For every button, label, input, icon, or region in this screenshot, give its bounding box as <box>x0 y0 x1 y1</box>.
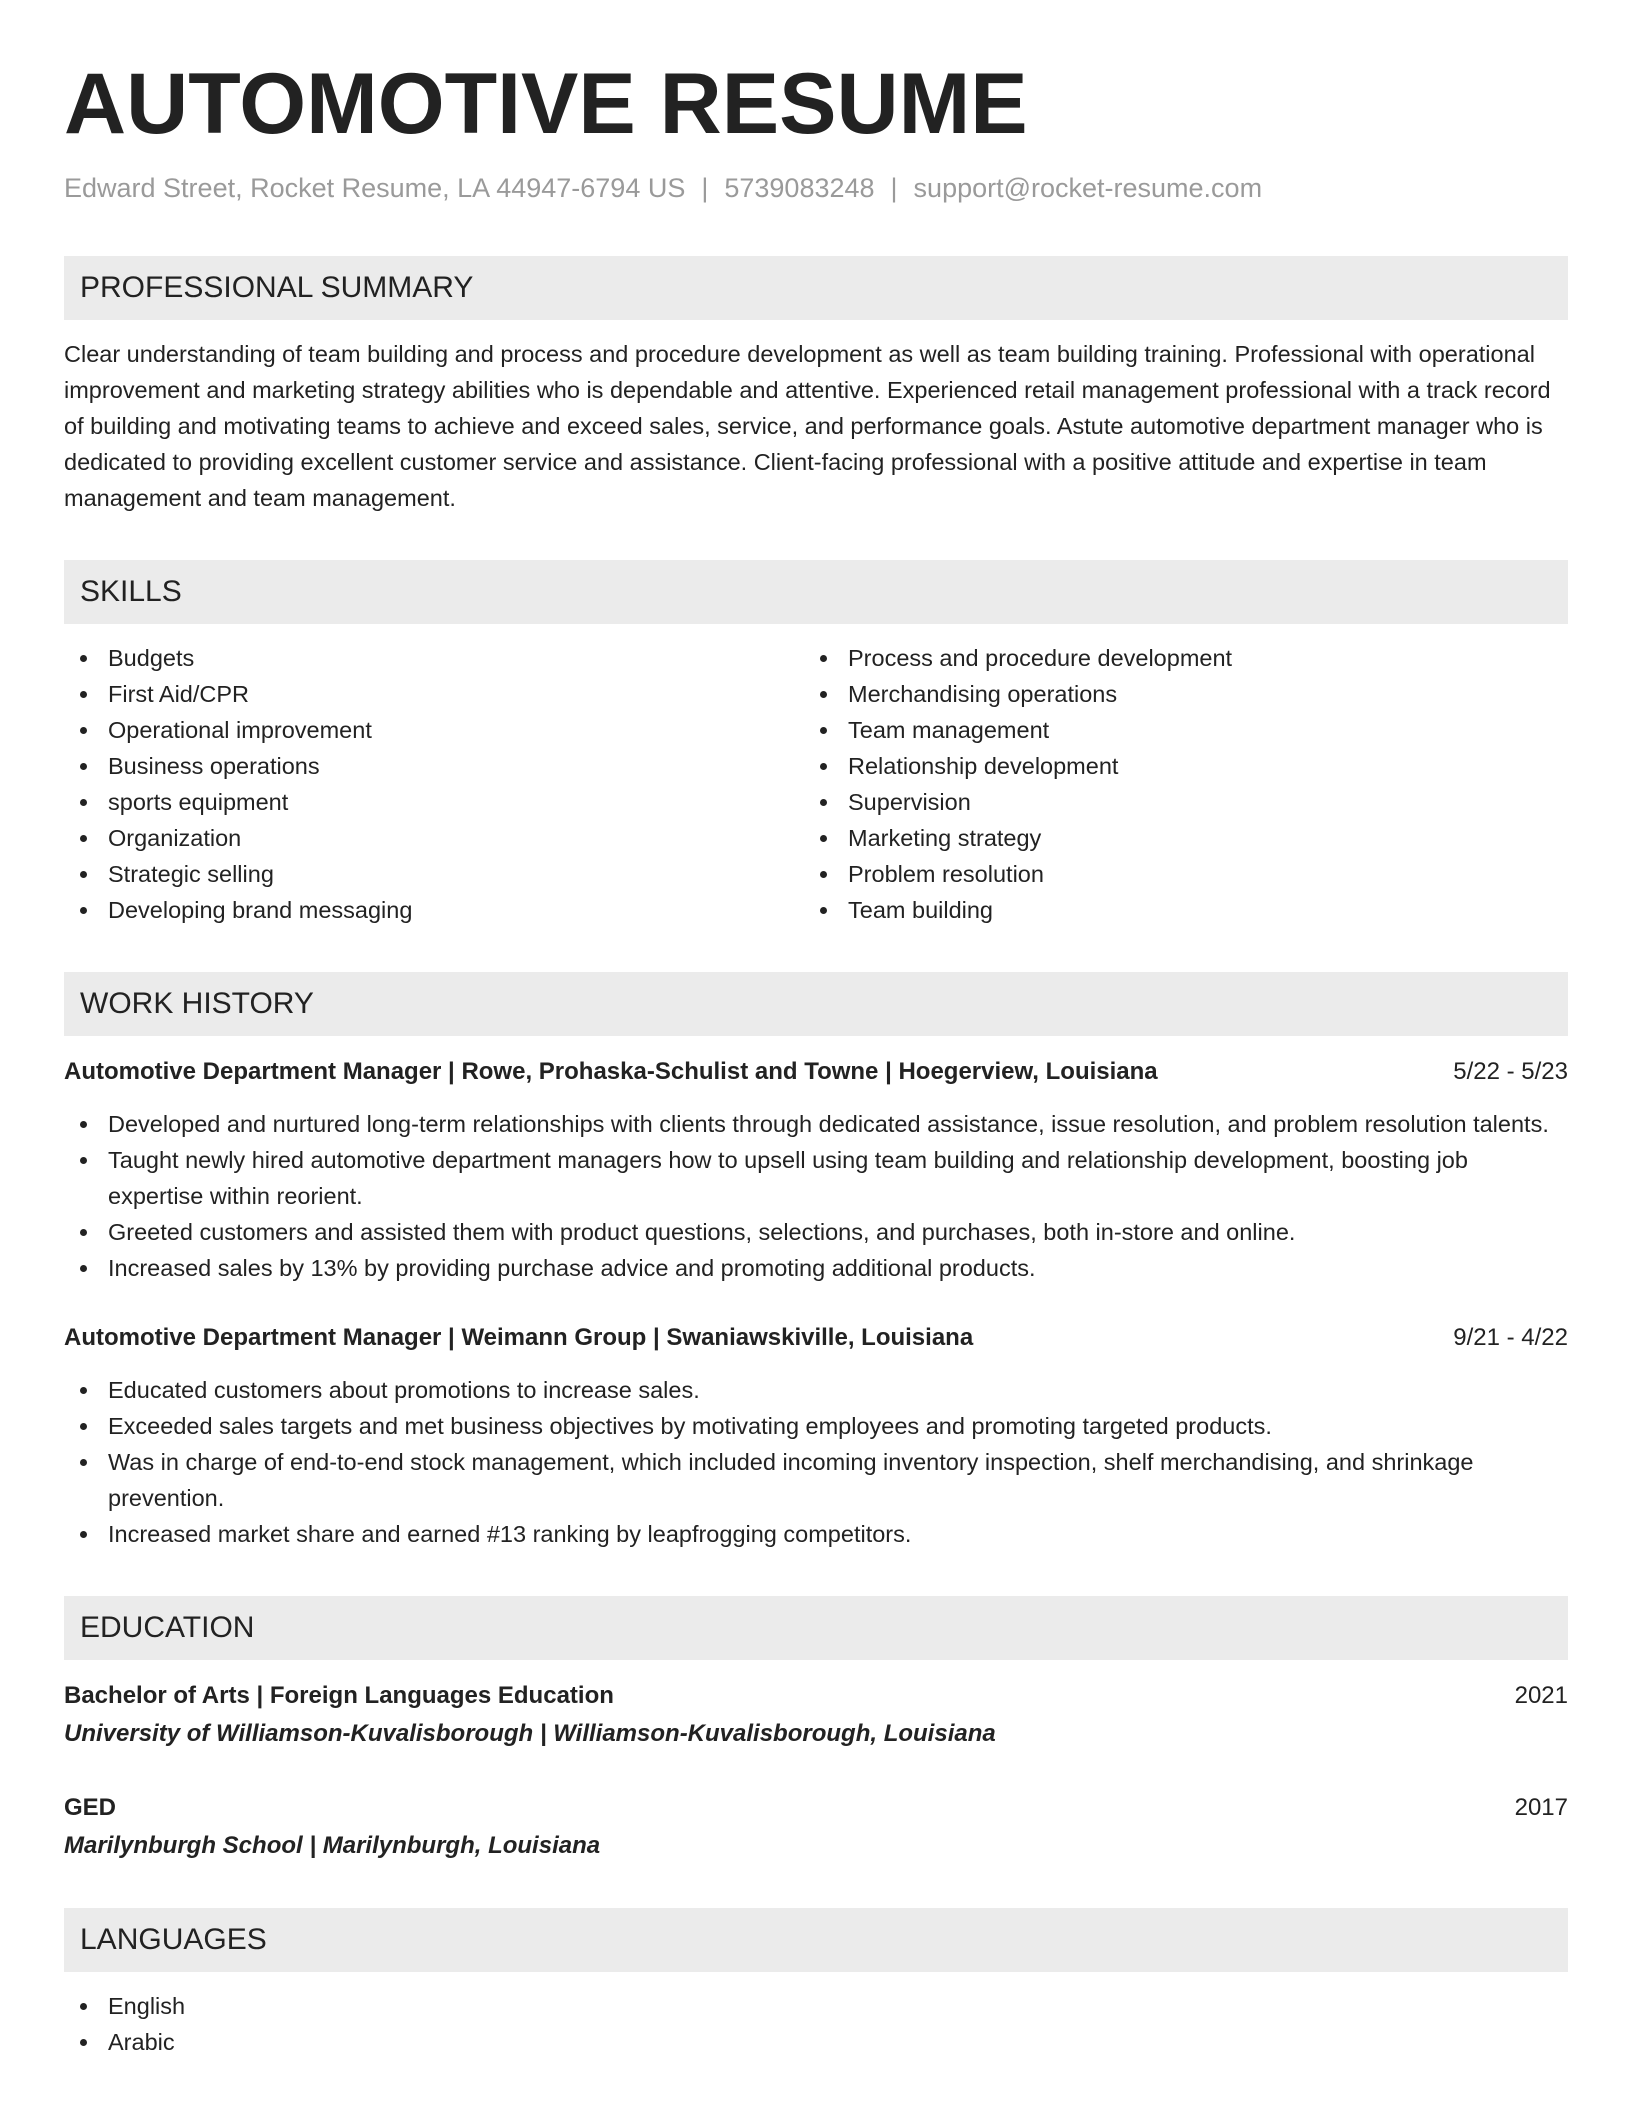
education-year: 2021 <box>1514 1682 1568 1709</box>
job-bullet: Increased market share and earned #13 ranking by leapfrogging competitors. <box>64 1516 1568 1552</box>
job-bullet: Greeted customers and assisted them with product questions, selections, and purchases, both in-store and online. <box>64 1214 1568 1250</box>
resume-title: AUTOMOTIVE RESUME <box>64 56 1028 152</box>
skill-item: sports equipment <box>64 784 804 820</box>
skill-item: Developing brand messaging <box>64 892 804 928</box>
education-institution: University of Williamson-Kuvalisborough | Williamson-Kuvalisborough, Louisiana <box>64 1720 996 1747</box>
education-header <box>64 1790 1568 1826</box>
job-title: Automotive Department Manager | Rowe, Prohaska-Schulist and Towne | Hoegerview, Louisiana <box>64 1058 1158 1085</box>
contact-phone: 5739083248 <box>724 173 875 203</box>
education-year: 2017 <box>1514 1794 1568 1821</box>
languages-list <box>64 1988 1568 2060</box>
job-entry <box>64 1320 1568 1552</box>
skill-item: Organization <box>64 820 804 856</box>
section-header-work-history: WORK HISTORY <box>64 972 1568 1036</box>
contact-line <box>64 170 1568 206</box>
education-degree: Bachelor of Arts | Foreign Languages Education <box>64 1682 614 1709</box>
job-bullet: Increased sales by 13% by providing purchase advice and promoting additional products. <box>64 1250 1568 1286</box>
skill-item: Marketing strategy <box>804 820 1544 856</box>
contact-separator: | <box>701 173 709 203</box>
skill-item: Business operations <box>64 748 804 784</box>
summary-text: Clear understanding of team building and process and procedure development as well as team building training. Professional with operational improvement and marketing strategy abilities who is dependable and attentive. Experienced retail management professional with a track record of building and motivating teams to achieve and exceed sales, service, and performance goals. Astute automotive department manager who is dedicated to providing excellent customer service and assistance. Client-facing professional with a positive attitude and expertise in team management and team management. <box>64 341 1551 511</box>
job-entry <box>64 1054 1568 1286</box>
job-bullet: Taught newly hired automotive department managers how to upsell using team building and relationship development, boosting job expertise within reorient. <box>64 1142 1568 1214</box>
education-degree: GED <box>64 1794 117 1821</box>
education-header <box>64 1678 1568 1714</box>
skill-item: Operational improvement <box>64 712 804 748</box>
job-title: Automotive Department Manager | Weimann Group | Swaniawskiville, Louisiana <box>64 1324 974 1351</box>
job-bullet: Was in charge of end-to-end stock management, which included incoming inventory inspection, shelf merchandising, and shrinkage prevention. <box>64 1444 1568 1516</box>
section-header-skills: SKILLS <box>64 560 1568 624</box>
job-bullet: Educated customers about promotions to increase sales. <box>64 1372 1568 1408</box>
section-header-education: EDUCATION <box>64 1596 1568 1660</box>
job-bullet: Exceeded sales targets and met business objectives by motivating employees and promoting targeted products. <box>64 1408 1568 1444</box>
job-dates: 9/21 - 4/22 <box>1453 1324 1568 1351</box>
skill-item: Supervision <box>804 784 1544 820</box>
section-header-languages: LANGUAGES <box>64 1908 1568 1972</box>
section-header-summary: PROFESSIONAL SUMMARY <box>64 256 1568 320</box>
skill-item: Team management <box>804 712 1544 748</box>
contact-separator: | <box>890 173 898 203</box>
skill-item: Problem resolution <box>804 856 1544 892</box>
education-institution: Marilynburgh School | Marilynburgh, Louisiana <box>64 1832 601 1859</box>
skill-item: Relationship development <box>804 748 1544 784</box>
language-item: Arabic <box>64 2024 1568 2060</box>
job-header <box>64 1320 1568 1356</box>
skills-column-left <box>64 640 804 928</box>
skills-column-right <box>804 640 1544 928</box>
job-bullet: Developed and nurtured long-term relationships with clients through dedicated assistance, issue resolution, and problem resolution talents. <box>64 1106 1568 1142</box>
job-bullets <box>64 1106 1568 1286</box>
skill-item: Team building <box>804 892 1544 928</box>
skills-list <box>64 640 1568 928</box>
skill-item: Budgets <box>64 640 804 676</box>
education-entry <box>64 1790 1568 1864</box>
skill-item: Merchandising operations <box>804 676 1544 712</box>
job-bullets <box>64 1372 1568 1552</box>
skill-item: Strategic selling <box>64 856 804 892</box>
education-entry <box>64 1678 1568 1752</box>
contact-email: support@rocket-resume.com <box>913 173 1263 203</box>
contact-address: Edward Street, Rocket Resume, LA 44947-6794 US <box>64 173 686 203</box>
job-dates: 5/22 - 5/23 <box>1453 1058 1568 1085</box>
skill-item: Process and procedure development <box>804 640 1544 676</box>
job-header <box>64 1054 1568 1090</box>
language-item: English <box>64 1988 1568 2024</box>
skill-item: First Aid/CPR <box>64 676 804 712</box>
